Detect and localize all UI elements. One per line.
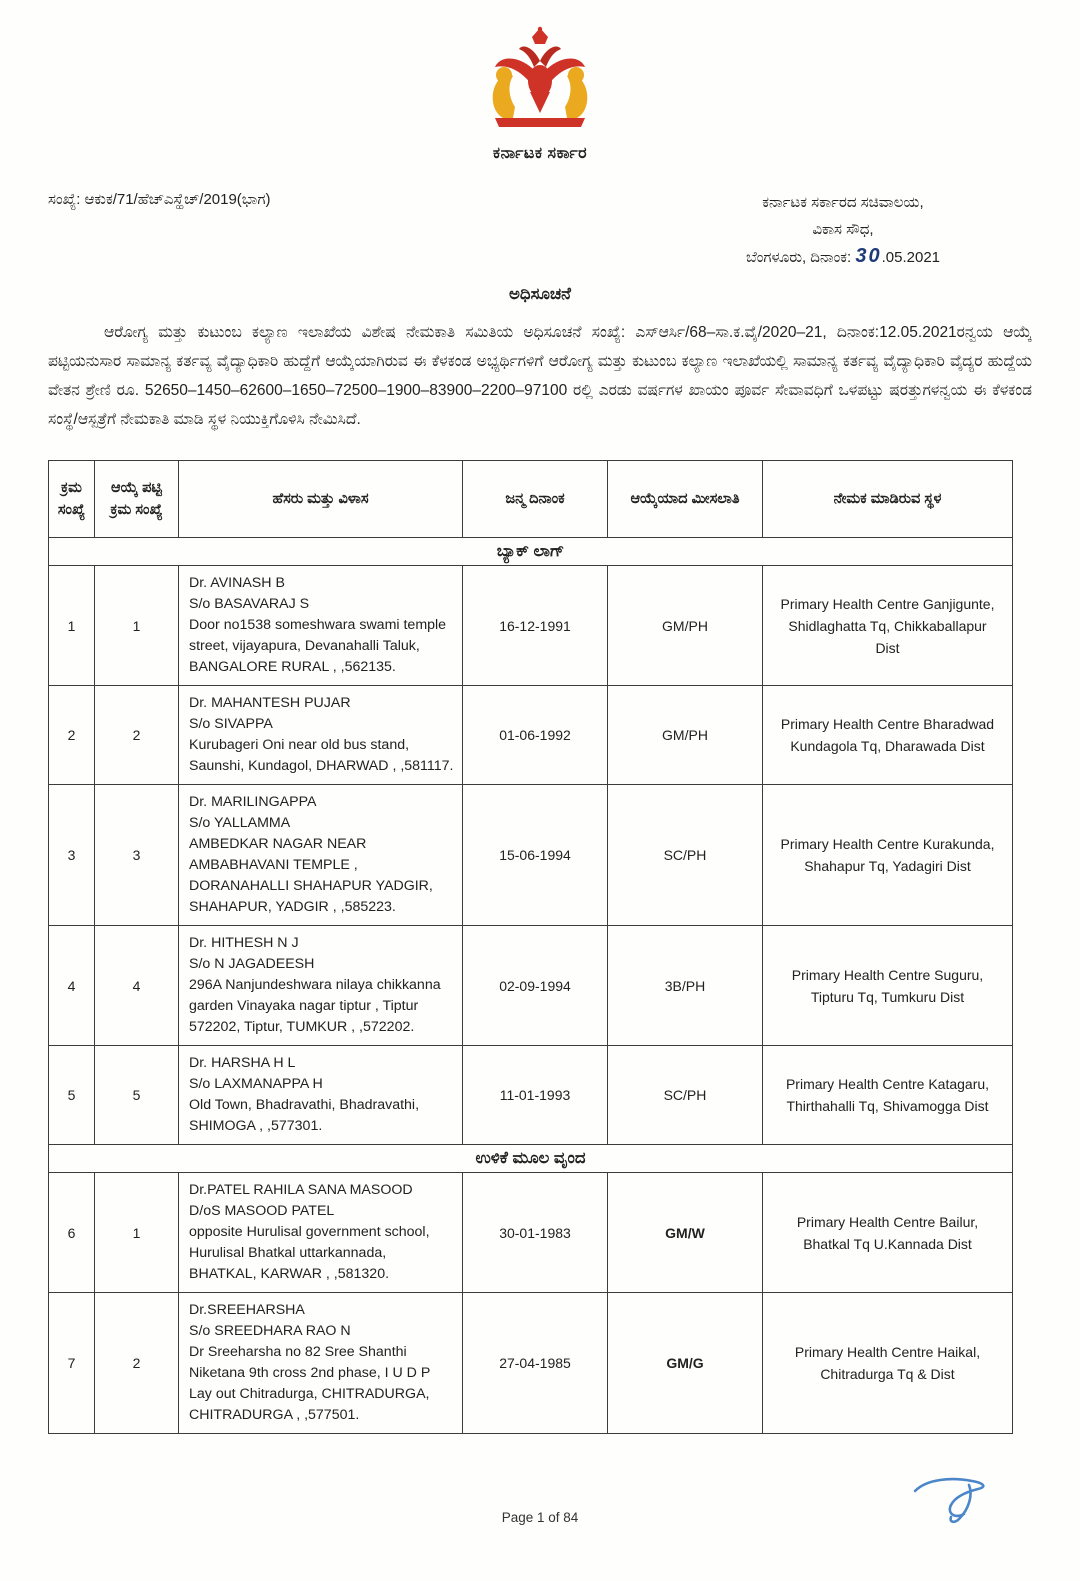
office-address-block — [746, 189, 940, 271]
cell-sl-no: 1 — [49, 566, 95, 686]
karnataka-emblem-icon — [482, 121, 598, 138]
table-row — [49, 785, 1013, 926]
cell-posting-place: Primary Health Centre Bharadwad Kundagola Tq, Dharawada Dist — [763, 686, 1013, 785]
header-name-address: ಹೆಸರು ಮತ್ತು ವಿಳಾಸ — [179, 461, 463, 538]
cell-selection-no: 3 — [95, 785, 179, 926]
cell-category: GM/PH — [608, 686, 763, 785]
cell-posting-place: Primary Health Centre Suguru, Tipturu Tq, Tumkuru Dist — [763, 926, 1013, 1046]
table-header — [49, 461, 1013, 538]
cell-category: 3B/PH — [608, 926, 763, 1046]
handwritten-date-day: 30 — [855, 245, 882, 267]
table-row — [49, 1293, 1013, 1434]
header-category: ಆಯ್ಕೆಯಾದ ಮೀಸಲಾತಿ — [608, 461, 763, 538]
body-paragraph: ಆರೋಗ್ಯ ಮತ್ತು ಕುಟುಂಬ ಕಲ್ಯಾಣ ಇಲಾಖೆಯ ವಿಶೇಷ ನೇಮಕಾತಿ ಸಮಿತಿಯ ಅಧಿಸೂಚನೆ ಸಂಖ್ಯೆ: ಎಸ್ಆರ್ಸಿ/68–ಸಾ.ಕ.ವೈ/2020–21, ದಿನಾಂಕ:12.05.2021ರನ್ವಯ ಆಯ್ಕೆ ಪಟ್ಟಿಯನುಸಾರ ಸಾಮಾನ್ಯ ಕರ್ತವ್ಯ ವೈದ್ಯಾಧಿಕಾರಿ ಹುದ್ದೆಗೆ ಆಯ್ಕೆಯಾಗಿರುವ ಈ ಕೆಳಕಂಡ ಅಭ್ಯರ್ಥಿಗಳಿಗೆ ಆರೋಗ್ಯ ಮತ್ತು ಕುಟುಂಬ ಕಲ್ಯಾಣ ಇಲಾಖೆಯಲ್ಲಿ ಸಾಮಾನ್ಯ ಕರ್ತವ್ಯ ವೈದ್ಯಾಧಿಕಾರಿ ವೈದ್ಯರ ಹುದ್ದೆಯ ವೇತನ ಶ್ರೇಣಿ ರೂ. 52650–1450–62600–1650–72500–1900–83900–2200–97100 ರಲ್ಲಿ ಎರಡು ವರ್ಷಗಳ ಖಾಯಂ ಪೂರ್ವ ಸೇವಾವಧಿಗೆ ಒಳಪಟ್ಟು ಷರತ್ತುಗಳನ್ವಯ ಈ ಕೆಳಕಂಡ ಸಂಸ್ಥೆ/ಆಸ್ಪತ್ರೆಗೆ ನೇಮಕಾತಿ ಮಾಡಿ ಸ್ಥಳ ನಿಯುಕ್ತಿಗೊಳಿಸಿ ನೇಮಿಸಿದೆ. — [48, 324, 1032, 428]
date-prefix: ಬೆಂಗಳೂರು, ದಿನಾಂಕ: — [745, 249, 852, 266]
header-posting-place: ನೇಮಕ ಮಾಡಿರುವ ಸ್ಥಳ — [763, 461, 1013, 538]
cell-name-address: Dr. MAHANTESH PUJAR S/o SIVAPPA Kurubageri Oni near old bus stand, Saunshi, Kundagol, DHARWAD , ,581117. — [179, 686, 463, 785]
cell-sl-no: 7 — [49, 1293, 95, 1434]
notification-title: ಅಧಿಸೂಚನೆ — [509, 285, 571, 303]
cell-name-address: Dr.PATEL RAHILA SANA MASOOD D/oS MASOOD PATEL opposite Hurulisal government school, Hurulisal Bhatkal uttarkannada, BHATKAL, KARWAR , ,581320. — [179, 1173, 463, 1293]
cell-category: SC/PH — [608, 1046, 763, 1145]
cell-selection-no: 2 — [95, 1293, 179, 1434]
cell-sl-no: 2 — [49, 686, 95, 785]
cell-selection-no: 1 — [95, 566, 179, 686]
cell-selection-no: 4 — [95, 926, 179, 1046]
page-number: Page 1 of 84 — [501, 1510, 579, 1525]
cell-sl-no: 6 — [49, 1173, 95, 1293]
cell-dob: 01-06-1992 — [463, 686, 608, 785]
cell-dob: 11-01-1993 — [463, 1046, 608, 1145]
cell-sl-no: 3 — [49, 785, 95, 926]
cell-dob: 27-04-1985 — [463, 1293, 608, 1434]
cell-category: SC/PH — [608, 785, 763, 926]
table-row — [49, 1046, 1013, 1145]
table-row — [49, 926, 1013, 1046]
table-section-row — [49, 1145, 1013, 1173]
cell-selection-no: 5 — [95, 1046, 179, 1145]
table-body — [49, 538, 1013, 1434]
cell-posting-place: Primary Health Centre Bailur, Bhatkal Tq U.Kannada Dist — [763, 1173, 1013, 1293]
cell-name-address: Dr. HITHESH N J S/o N JAGADEESH 296A Nanjundeshwara nilaya chikkanna garden Vinayaka nagar tiptur , Tiptur 572202, Tiptur, TUMKUR , ,572202. — [179, 926, 463, 1046]
header-selection-no: ಆಯ್ಕೆ ಪಟ್ಟಿ ಕ್ರಮ ಸಂಖ್ಯೆ — [95, 461, 179, 538]
cell-name-address: Dr. HARSHA H L S/o LAXMANAPPA H Old Town, Bhadravathi, Bhadravathi, SHIMOGA , ,577301. — [179, 1046, 463, 1145]
cell-category: GM/W — [608, 1173, 763, 1293]
emblem-container — [48, 26, 1032, 139]
date-line — [746, 243, 940, 271]
cell-name-address: Dr. MARILINGAPPA S/o YALLAMMA AMBEDKAR NAGAR NEAR AMBABHAVANI TEMPLE , DORANAHALLI SHAHAPUR YADGIR, SHAHAPUR, YADGIR , ,585223. — [179, 785, 463, 926]
cell-posting-place: Primary Health Centre Kurakunda, Shahapur Tq, Yadagiri Dist — [763, 785, 1013, 926]
cell-posting-place: Primary Health Centre Haikal, Chitradurga Tq & Dist — [763, 1293, 1013, 1434]
office-line-2: ವಿಕಾಸ ಸೌಧ, — [812, 221, 874, 238]
date-suffix: .05.2021 — [881, 249, 940, 266]
header-dob: ಜನ್ಮ ದಿನಾಂಕ — [463, 461, 608, 538]
cell-name-address: Dr.SREEHARSHA S/o SREEDHARA RAO N Dr Sreeharsha no 82 Sree Shanthi Niketana 9th cross 2nd phase, I U D P Lay out Chitradurga, CHITRADURGA, CHITRADURGA , ,577501. — [179, 1293, 463, 1434]
government-title: ಕರ್ನಾಟಕ ಸರ್ಕಾರ — [492, 145, 588, 162]
section-title: ಉಳಿಕೆ ಮೂಲ ವೃಂದ — [49, 1145, 1013, 1173]
table-row — [49, 566, 1013, 686]
cell-selection-no: 1 — [95, 1173, 179, 1293]
office-line-1: ಕರ್ನಾಟಕ ಸರ್ಕಾರದ ಸಚಿವಾಲಯ, — [762, 194, 924, 211]
cell-selection-no: 2 — [95, 686, 179, 785]
cell-dob: 15-06-1994 — [463, 785, 608, 926]
appointments-table — [48, 460, 1013, 1434]
table-section-row — [49, 538, 1013, 566]
header-sl-no: ಕ್ರಮ ಸಂಖ್ಯೆ — [49, 461, 95, 538]
cell-name-address: Dr. AVINASH B S/o BASAVARAJ S Door no1538 someshwara swami temple street, vijayapura, Devanahalli Taluk, BANGALORE RURAL , ,562135. — [179, 566, 463, 686]
table-row — [49, 686, 1013, 785]
cell-sl-no: 4 — [49, 926, 95, 1046]
cell-category: GM/G — [608, 1293, 763, 1434]
cell-posting-place: Primary Health Centre Katagaru, Thirthahalli Tq, Shivamogga Dist — [763, 1046, 1013, 1145]
reference-number: ಸಂಖ್ಯೆ: ಆಕುಕ/71/ಹೆಚ್ಎಸ್ಹೆಚ್/2019(ಭಾಗ) — [48, 191, 271, 208]
section-title: ಬ್ಯಾಕ್ ಲಾಗ್ — [49, 538, 1013, 566]
cell-category: GM/PH — [608, 566, 763, 686]
cell-dob: 30-01-1983 — [463, 1173, 608, 1293]
cell-sl-no: 5 — [49, 1046, 95, 1145]
reference-row — [48, 189, 1032, 271]
table-row — [49, 1173, 1013, 1293]
cell-dob: 02-09-1994 — [463, 926, 608, 1046]
cell-dob: 16-12-1991 — [463, 566, 608, 686]
cell-posting-place: Primary Health Centre Ganjigunte, Shidlaghatta Tq, Chikkaballapur Dist — [763, 566, 1013, 686]
